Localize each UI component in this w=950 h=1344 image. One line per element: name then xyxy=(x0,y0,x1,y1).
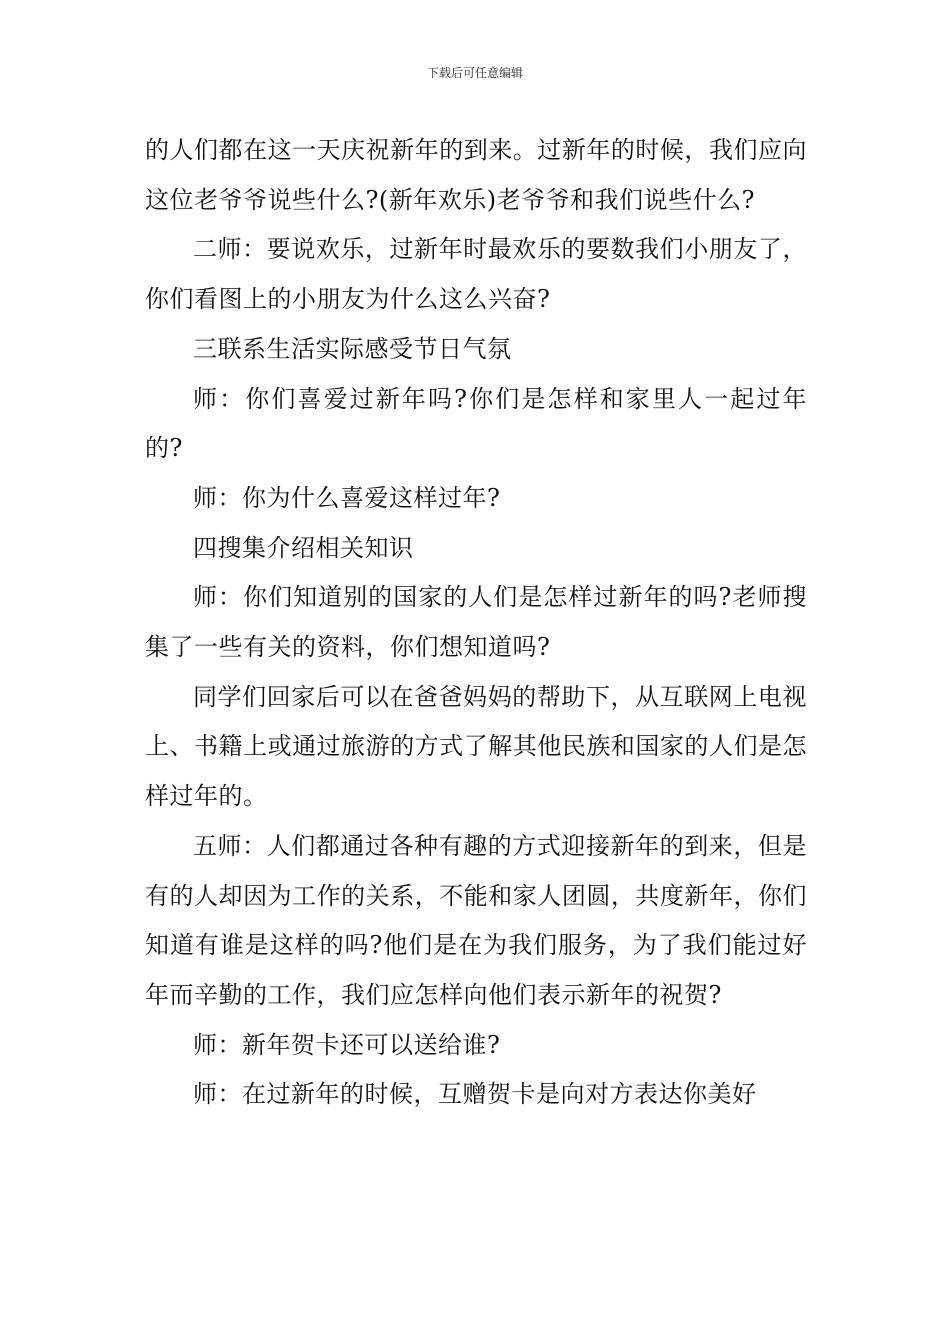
page-header: 下载后可任意编辑 xyxy=(426,66,523,80)
paragraph: 二师：要说欢乐，过新年时最欢乐的要数我们小朋友了，你们看图上的小朋友为什么这么兴奋? xyxy=(145,235,807,314)
document-body xyxy=(145,126,807,1120)
paragraph: 师：你们喜爱过新年吗?你们是怎样和家里人一起过年的? xyxy=(145,384,807,463)
section-heading: 三联系生活实际感受节日气氛 xyxy=(193,334,512,363)
paragraph: 师：在过新年的时候，互赠贺卡是向对方表达你美好 xyxy=(193,1080,757,1109)
paragraph: 师：新年贺卡还可以送给谁? xyxy=(193,1030,501,1059)
paragraph: 同学们回家后可以在爸爸妈妈的帮助下，从互联网上电视上、书籍上或通过旅游的方式了解其他民族和国家的人们是怎样过年的。 xyxy=(145,682,807,811)
paragraph: 师：你为什么喜爱这样过年? xyxy=(193,483,501,512)
paragraph: 师：你们知道别的国家的人们是怎样过新年的吗?老师搜集了一些有关的资料，你们想知道吗? xyxy=(145,583,807,662)
paragraph: 的人们都在这一天庆祝新年的到来。过新年的时候，我们应向这位老爷爷说些什么?(新年欢乐)老爷爷和我们说些什么? xyxy=(145,136,807,214)
section-heading: 四搜集介绍相关知识 xyxy=(193,533,414,562)
paragraph: 五师：人们都通过各种有趣的方式迎接新年的到来，但是有的人却因为工作的关系，不能和家人团圆，共度新年，你们知道有谁是这样的吗?他们是在为我们服务，为了我们能过好年而辛勤的工作，我们应怎样向他们表示新年的祝贺? xyxy=(145,831,807,1009)
